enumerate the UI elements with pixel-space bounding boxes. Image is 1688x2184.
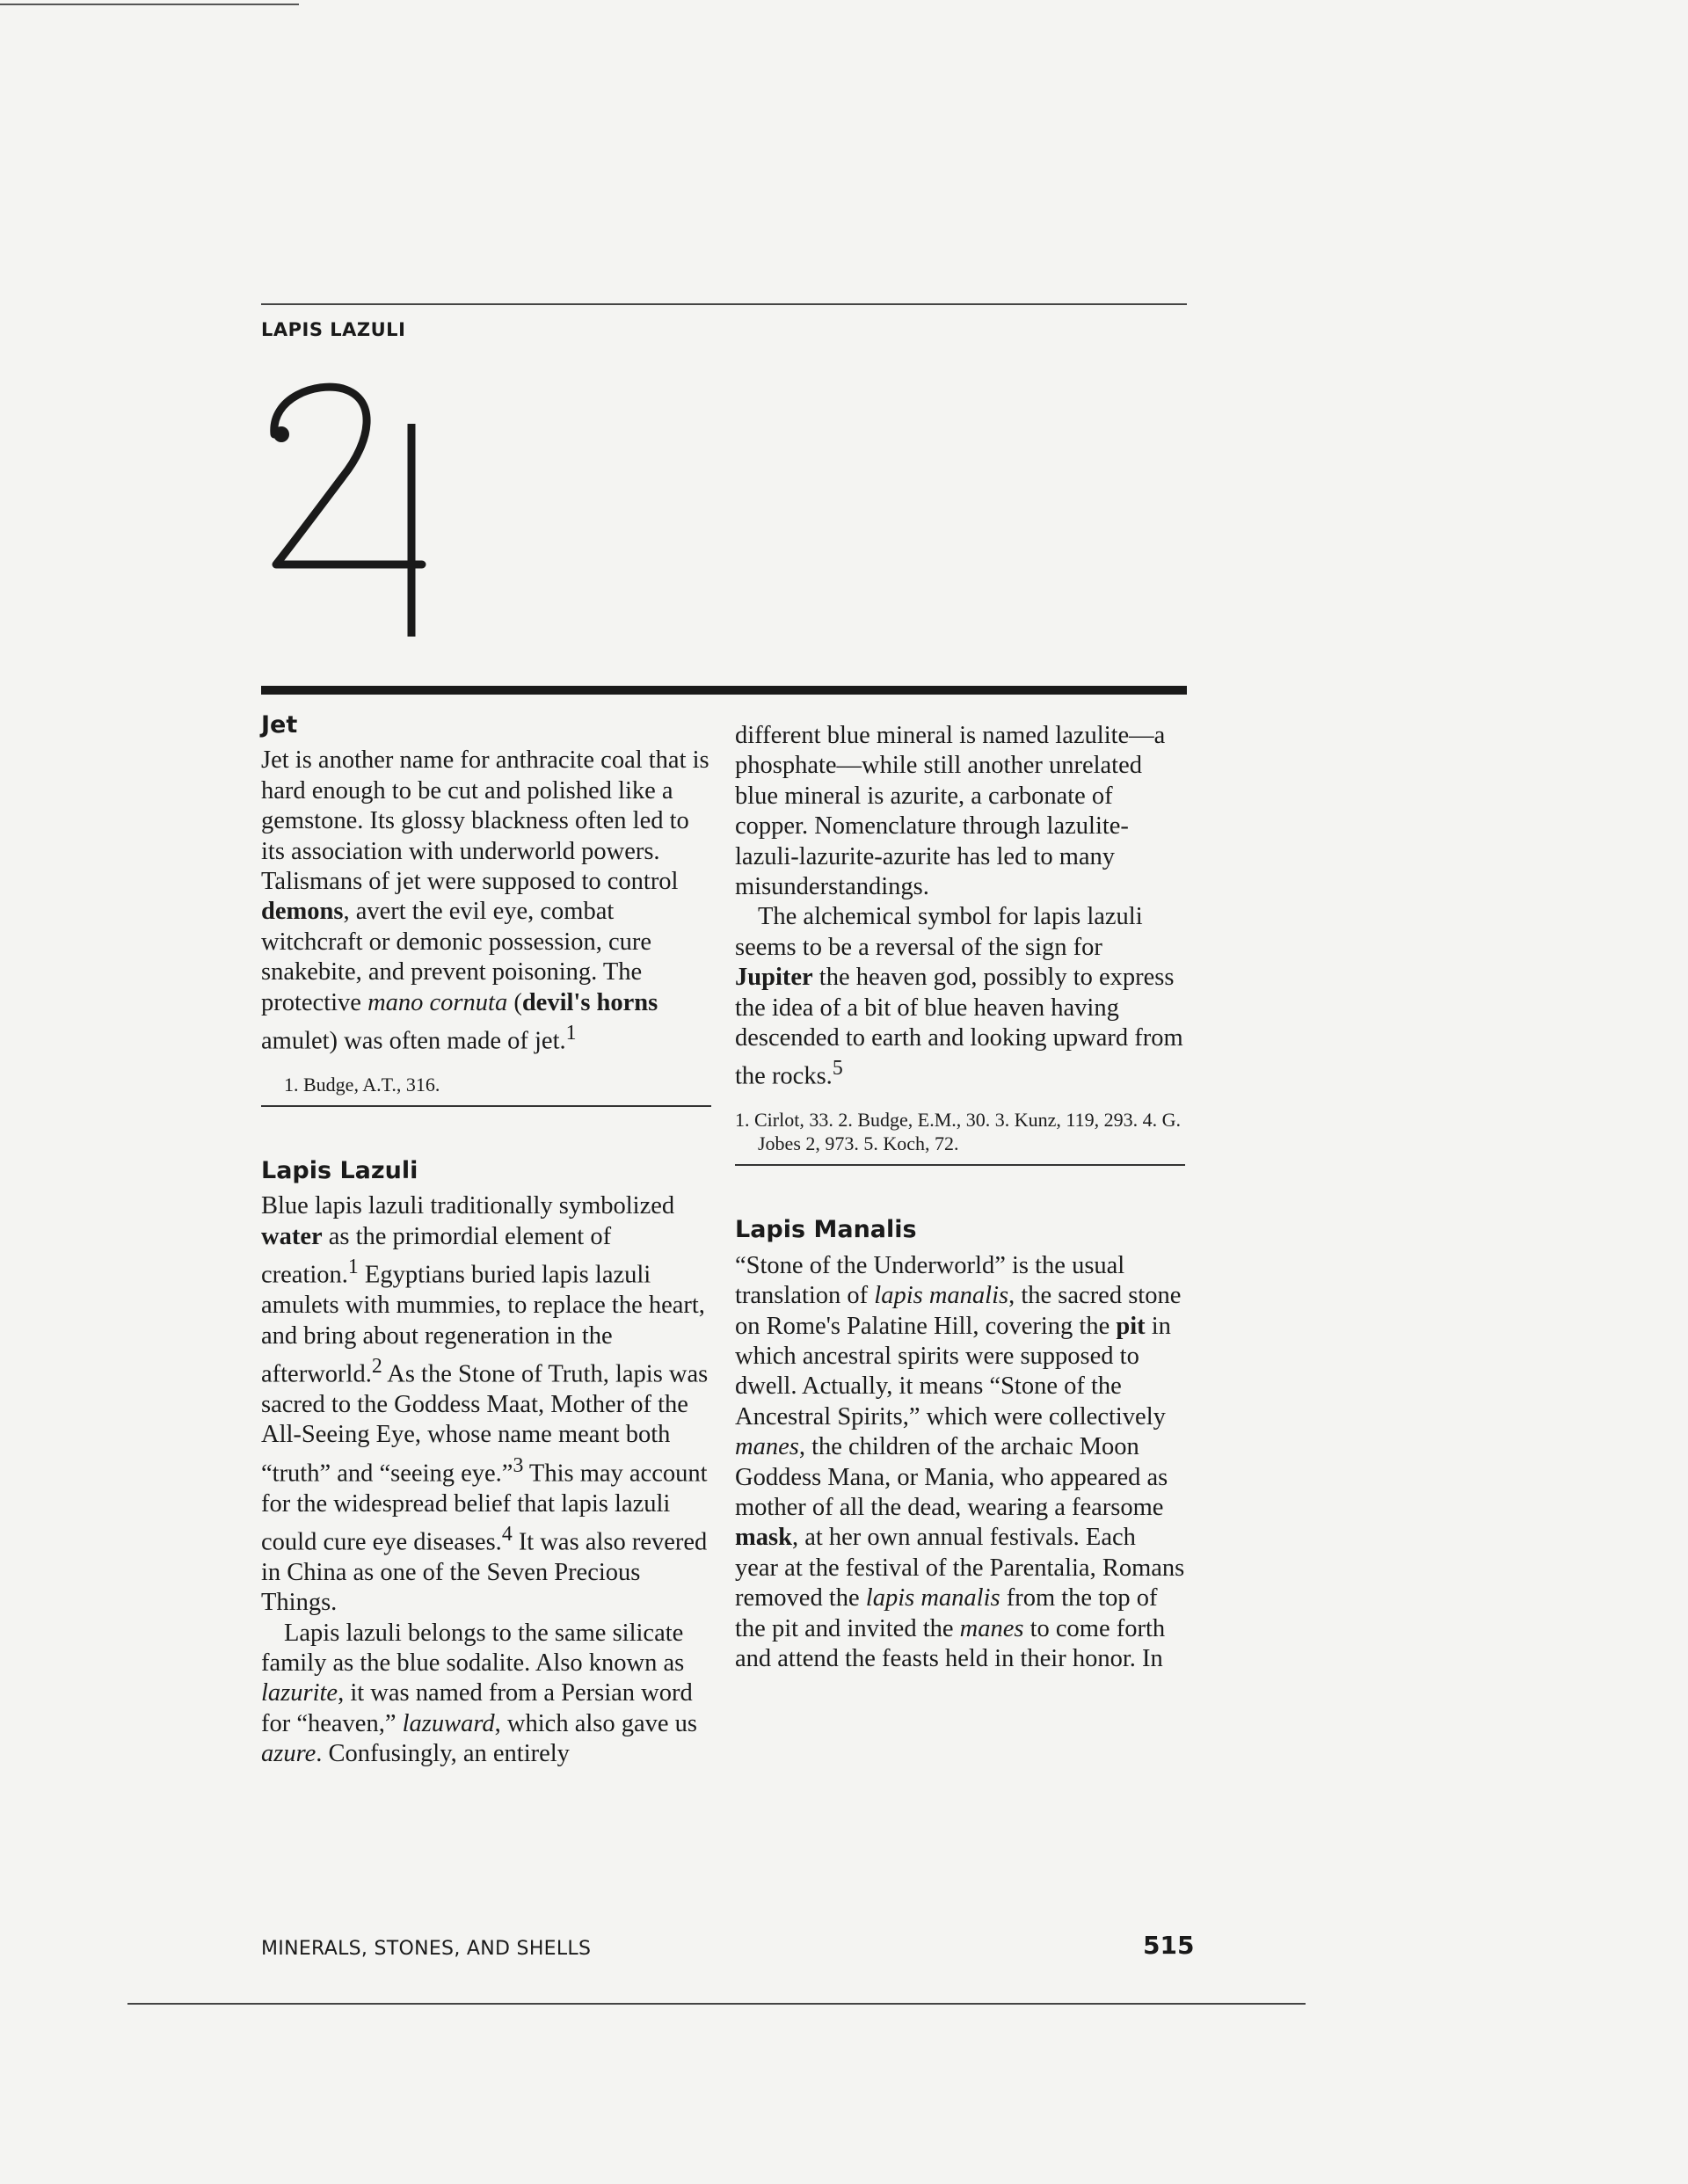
lapis-lazuli-paragraph-2: Lapis lazuli belongs to the same silicate family as the blue sodalite. Also known as lazurite, it was named from a Persian word for “heaven,” lazuward, which also gave us azure. Confusingly, an entirely	[261, 1619, 697, 1768]
scan-edge-line	[0, 4, 299, 5]
entry-title-lapis-manalis: Lapis Manalis	[735, 1216, 917, 1244]
jupiter-alchemical-symbol-icon	[264, 380, 448, 644]
page-number: 515	[1143, 1931, 1195, 1960]
entry-title-lapis-lazuli: Lapis Lazuli	[261, 1156, 418, 1184]
jet-notes: 1. Budge, A.T., 316.	[261, 1073, 711, 1107]
section-rule	[261, 686, 1187, 695]
lapis-lazuli-notes: 1. Cirlot, 33. 2. Budge, E.M., 30. 3. Kunz, 119, 293. 4. G. Jobes 2, 973. 5. Koch, 72.	[735, 1108, 1185, 1166]
right-column	[735, 721, 1185, 1674]
lapis-lazuli-paragraph-2-continued: different blue mineral is named lazulite—a phosphate—while still another unrelated blue mineral is azurite, a carbonate of copper. Nomenclature through lazulite-lazuli-lazurite-azurite has led to many misunderstandings.	[735, 722, 1166, 901]
cross-ref-jupiter: Jupiter	[735, 964, 813, 992]
cross-ref-mask: mask	[735, 1524, 792, 1552]
running-head: LAPIS LAZULI	[261, 319, 406, 340]
lapis-lazuli-paragraph-1: Blue lapis lazuli traditionally symbolized water as the primordial element of creation.$^1$ Egyptians buried lapis lazuli amulets with mummies, to replace the heart, and bring about regeneration in the afterworld.$^2$ As the Stone of Truth, lapis was sacred to the Goddess Maat, Mother of the All-Seeing Eye, whose name meant both “truth” and “seeing eye.”$^3$ This may account for the widespread belief that lapis lazuli could cure eye diseases.$^4$ It was also revered in China as one of the Seven Precious Things.	[261, 1192, 709, 1617]
lapis-manalis-paragraph: “Stone of the Underworld” is the usual translation of lapis manalis, the sacred stone on Rome's Palatine Hill, covering the pit in which ancestral spirits were supposed to dwell. Actually, it means “Stone of the Ancestral Spirits,” which were collectively manes, the children of the archaic Moon Goddess Mana, or Mania, who appeared as mother of all the dead, wearing a fearsome mask, at her own annual festivals. Each year at the festival of the Parentalia, Romans removed the lapis manalis from the top of the pit and invited the manes to come forth and attend the feasts held in their honor. In	[735, 1251, 1185, 1673]
footer-rule	[127, 2003, 1306, 2005]
header-rule	[261, 303, 1187, 305]
cross-ref-water: water	[261, 1222, 323, 1250]
lapis-lazuli-paragraph-3: The alchemical symbol for lapis lazuli seems to be a reversal of the sign for Jupiter the heaven god, possibly to express the idea of a bit of blue heaven having descended to earth and looking upward from the rocks.$^5$	[735, 903, 1183, 1090]
cross-ref-demons: demons	[261, 898, 344, 926]
cross-ref-devils-horns: devil's horns	[521, 988, 658, 1016]
cross-ref-pit: pit	[1116, 1312, 1146, 1340]
jet-paragraph: Jet is another name for anthracite coal that is hard enough to be cut and polished like a gemstone. Its glossy blackness often led to its association with underworld powers. Talismans of jet were supposed to control demons, avert the evil eye, combat witchcraft or demonic possession, cure snakebite, and prevent poisoning. The protective mano cornuta (devil's horns amulet) was often made of jet.$^1$	[261, 746, 709, 1055]
footer-section-title: MINERALS, STONES, AND SHELLS	[261, 1938, 592, 1960]
entry-title-jet: Jet	[261, 711, 298, 739]
left-column	[261, 710, 711, 1770]
